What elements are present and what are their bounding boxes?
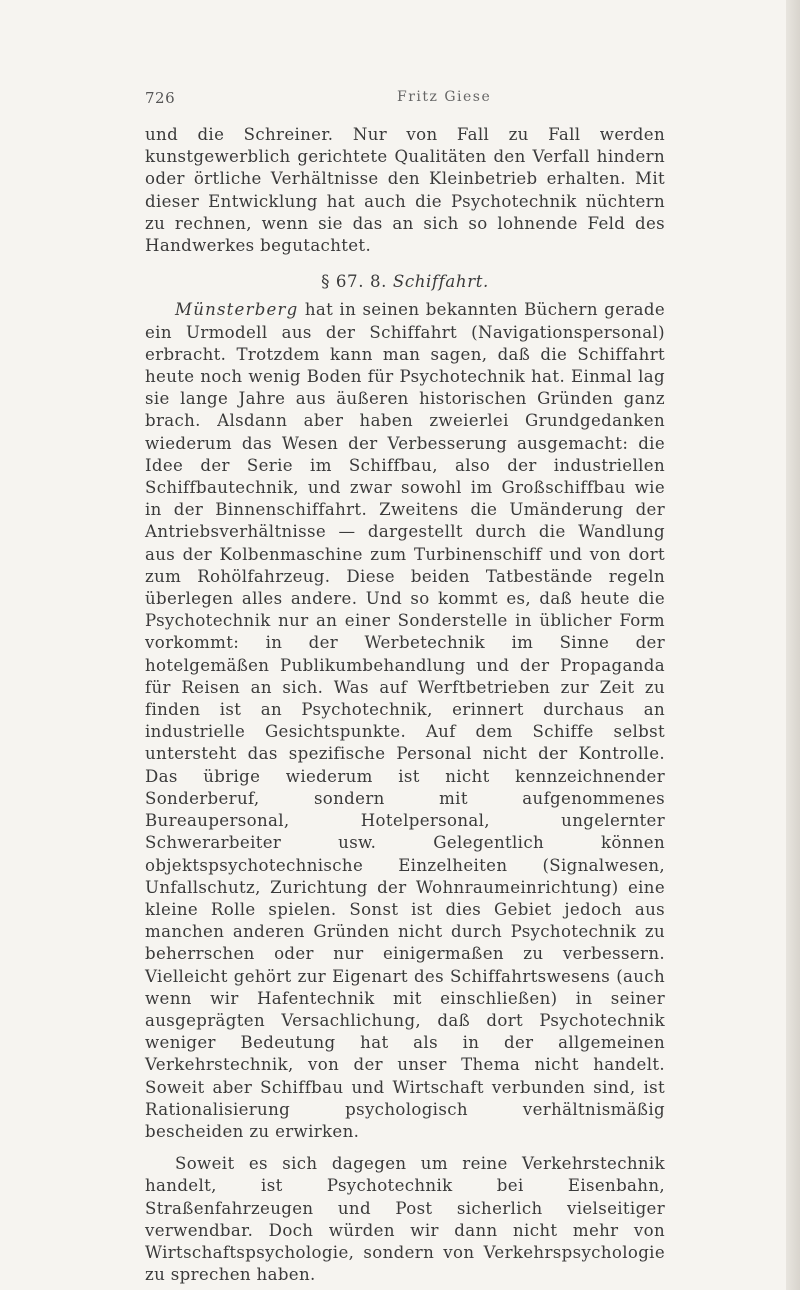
paragraph-schiffahrt-text: hat in seinen bekannten Büchern gerade ein Urmodell aus der Schiffahrt (Navigationspersonal) erbracht. Trotzdem kann man sagen, daß die Schiffahrt heute noch wenig Boden für Psychotechnik hat. Einmal lag sie lange Jahre aus äußeren historischen Gründen ganz brach. Alsdann aber haben zweierlei Grundgedanken wiederum das Wesen der Verbesserung ausgemacht: die Idee der Serie im Schiffbau, also der industriellen Schiffbautechnik, und zwar sowohl im Großschiffbau wie in der Binnenschiffahrt. Zweitens die Umänderung der Antriebsverhältnisse — dargestellt durch die Wandlung aus der Kolbenmaschine zum Turbinenschiff und von dort zum Rohölfahrzeug. Diese beiden Tatbestände regeln überlegen alles andere. Und so kommt es, daß heute die Psychotechnik nur an einer Sonderstelle in üblicher Form vorkommt: in der Werbetechnik im Sinne der hotelgemäßen Publikumbehandlung und der Propaganda für Reisen an sich. Was auf Werftbetrieben zur Zeit zu finden ist an Psychotechnik, erinnert durchaus an industrielle Gesichtspunkte. Auf dem Schiffe selbst untersteht das spezifische Personal nicht der Kontrolle. Das übrige wiederum ist nicht kennzeichnender Sonderberuf, sondern mit aufgenommenes Bureaupersonal, Hotelpersonal, ungelernter Schwerarbeiter usw. Gelegentlich können objektspsychotechnische Einzelheiten (Signalwesen, Unfallschutz, Zurichtung der Wohnraumeinrichtung) eine kleine Rolle spielen. Sonst ist dies Gebiet jedoch aus manchen anderen Gründen nicht durch Psychotechnik zu beherrschen oder nur einigermaßen zu verbessern. Vielleicht gehört zur Eigenart des Schiffahrtswesens (auch wenn wir Hafentechnik mit einschließen) in seiner ausgeprägten Versachlichung, daß dort Psychotechnik weniger Bedeutung hat als in der allgemeinen Verkehrstechnik, von der unser Thema nicht handelt. Soweit aber Schiffbau und Wirtschaft verbunden sind, ist Rationalisierung psychologisch verhältnismäßig bescheiden zu erwirken. bbox=[145, 300, 665, 1141]
paragraph-schiffahrt bbox=[145, 299, 665, 1143]
page-header bbox=[145, 89, 685, 111]
page-edge-shadow bbox=[786, 0, 800, 1290]
section-heading bbox=[145, 271, 665, 293]
paragraph-verkehrstechnik: Soweit es sich dagegen um reine Verkehrstechnik handelt, ist Psychotechnik bei Eisenbahn, Straßenfahrzeugen und Post sicherlich vielseitiger verwendbar. Doch würden wir dann nicht mehr von Wirtschaftspsychologie, sondern von Verkehrspsychologie zu sprechen haben. bbox=[145, 1154, 665, 1285]
body-text bbox=[145, 124, 665, 1286]
running-head: Fritz Giese bbox=[397, 89, 492, 105]
section-title: Schiffahrt. bbox=[392, 272, 489, 292]
author-name: Münsterberg bbox=[175, 300, 299, 320]
paragraph-handwerk-conclusion: und die Schreiner. Nur von Fall zu Fall werden kunstgewerblich gerichtete Qualitäten den Verfall hindern oder örtliche Verhältnisse den Kleinbetrieb erhalten. Mit dieser Entwicklung hat auch die Psychotechnik nüchtern zu rechnen, wenn sie das an sich so lohnende Feld des Handwerkes begutachtet. bbox=[145, 125, 665, 256]
section-number: § 67. 8. bbox=[321, 272, 387, 292]
page-number: 726 bbox=[145, 89, 176, 107]
